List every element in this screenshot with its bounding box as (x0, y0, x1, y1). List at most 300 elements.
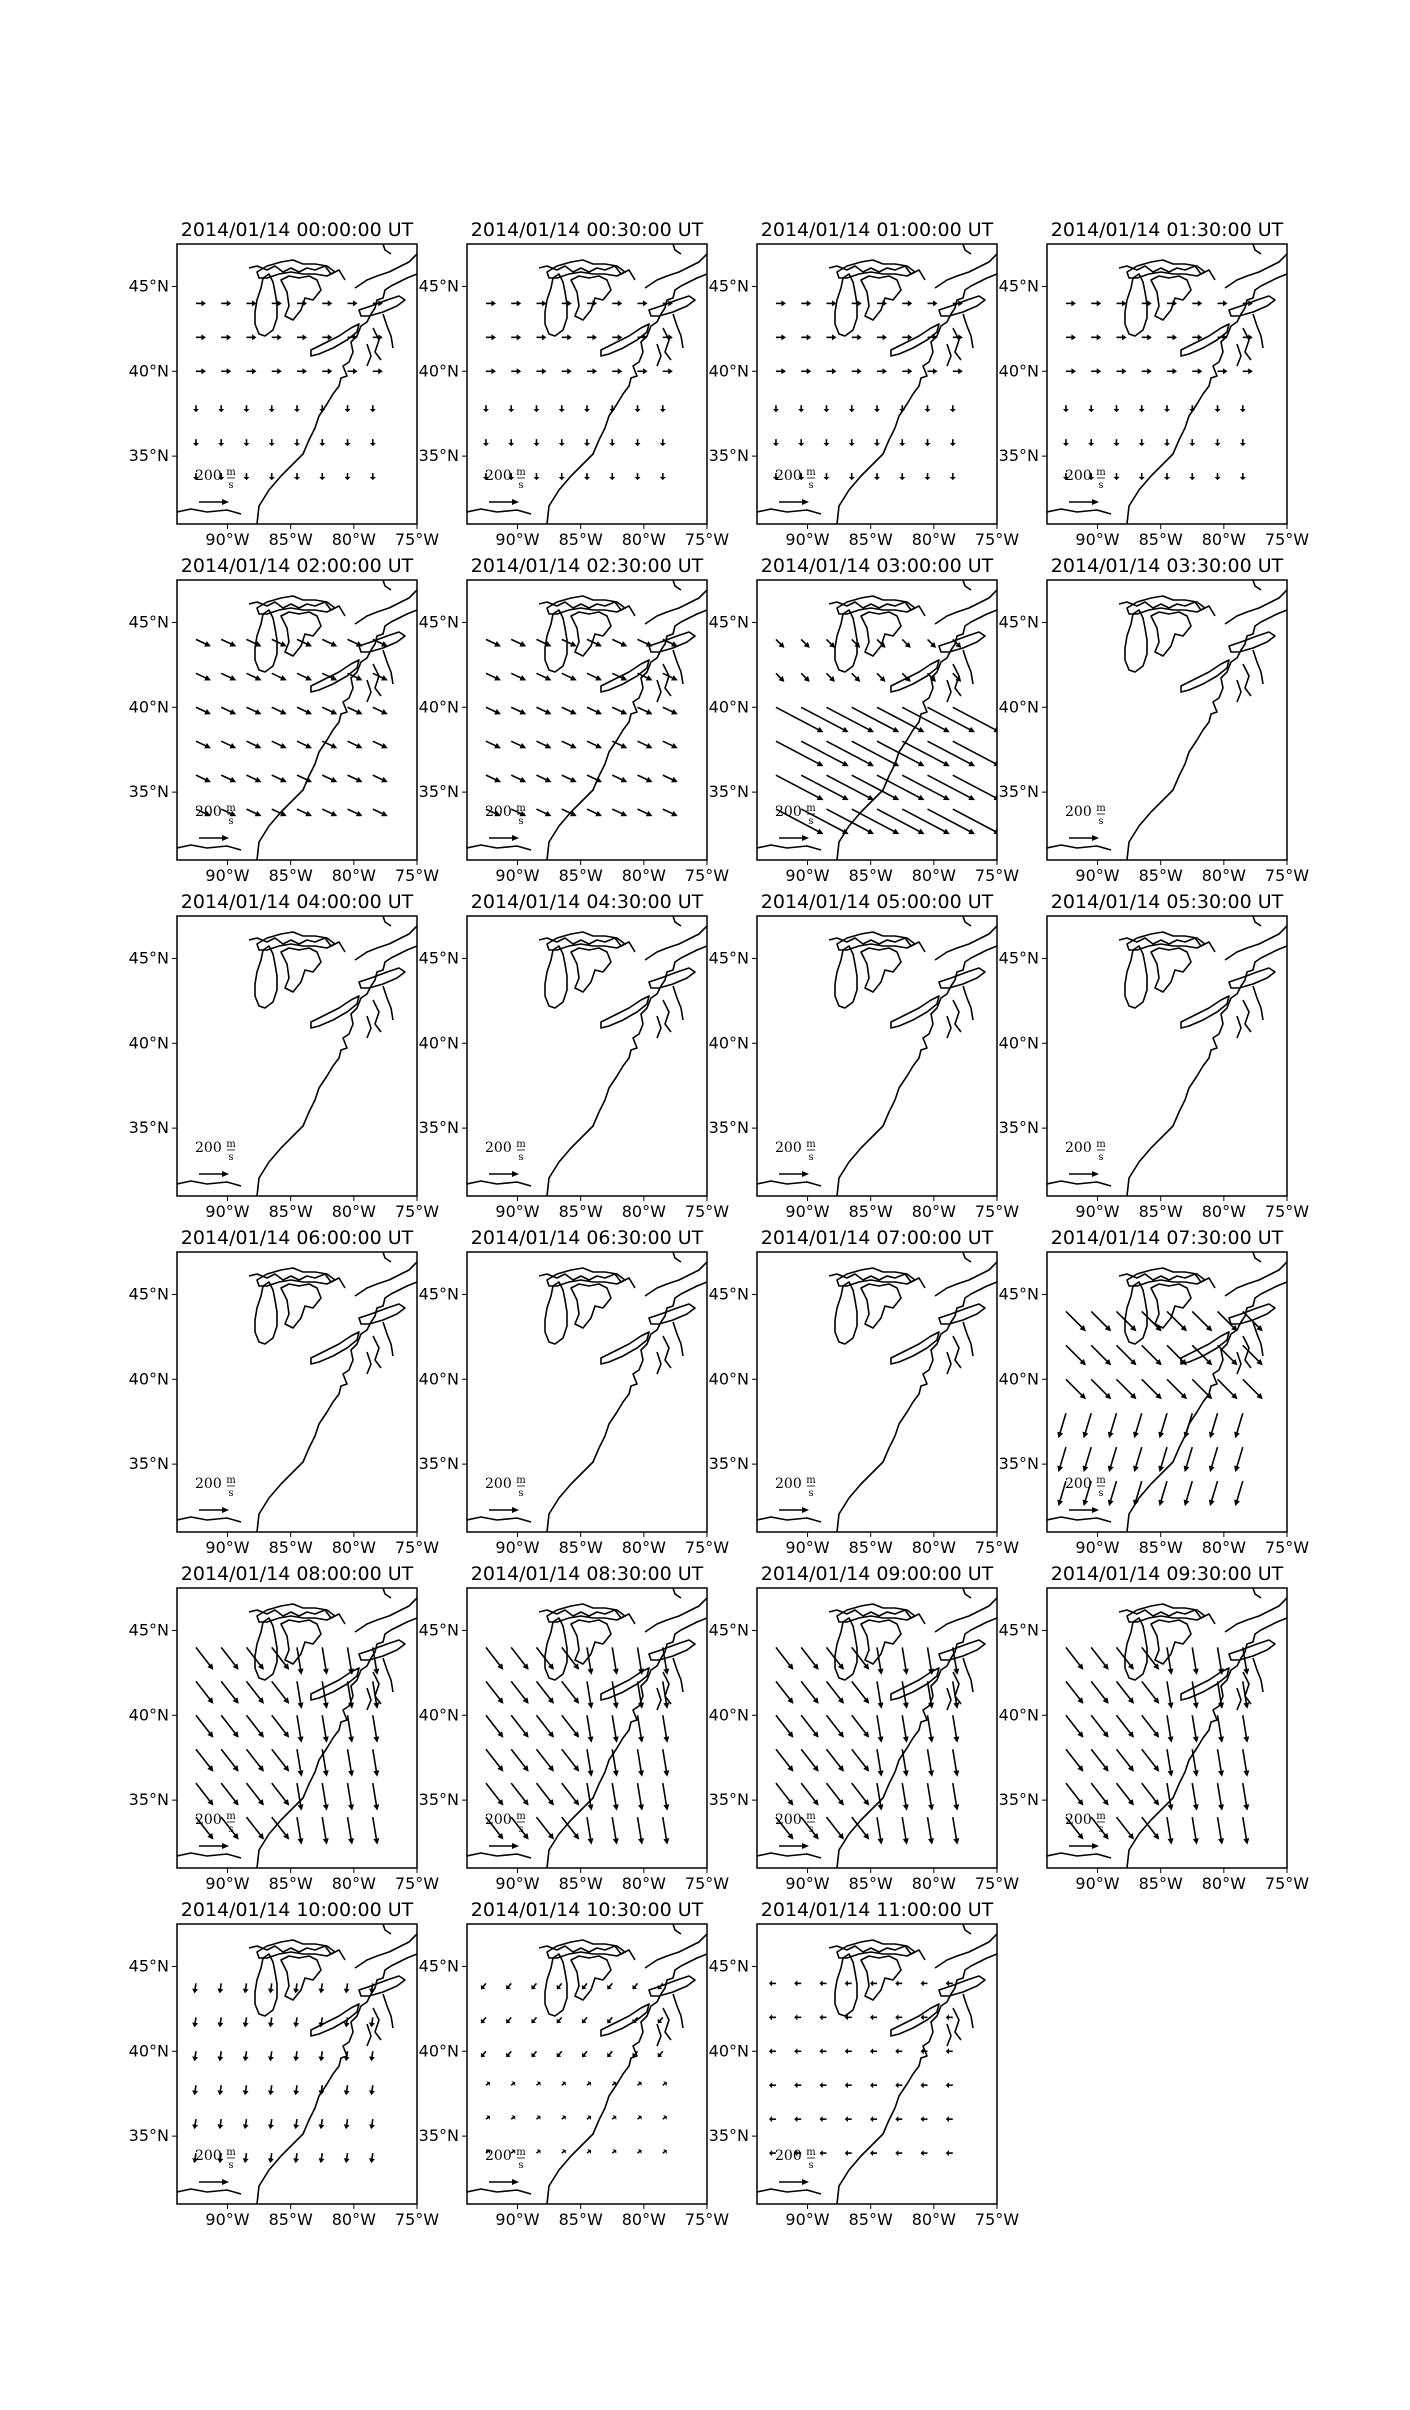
wind-vector (826, 741, 874, 766)
quiver-key-unit-num: m (516, 1811, 526, 1822)
wind-vector (511, 707, 526, 714)
wind-vector (587, 1817, 593, 1845)
wind-vector (587, 334, 597, 340)
wind-vector (895, 2116, 902, 2122)
lake-erie-outline (601, 996, 649, 1028)
wind-vector (953, 1783, 959, 1811)
wind-vector (1158, 1481, 1167, 1506)
lake-erie-outline (311, 996, 359, 1028)
wind-vector (511, 639, 526, 646)
wind-vector (826, 673, 835, 682)
lat-tick-label: 40°N (128, 2041, 169, 2061)
wind-vector (870, 2082, 877, 2088)
wind-vector (344, 1983, 350, 1993)
wind-vector (801, 1647, 819, 1670)
wind-vector (769, 2014, 776, 2020)
quiver-key-value: 200 (485, 804, 512, 820)
chesapeake-bay-outline (947, 1658, 973, 1710)
lat-tick-label: 40°N (418, 2041, 459, 2061)
lat-tick-label: 45°N (708, 1620, 749, 1640)
wind-vector (1116, 1345, 1136, 1365)
wind-vector (536, 707, 551, 714)
quiver-key-unit-num: m (1096, 803, 1106, 814)
wind-vector (1116, 334, 1126, 340)
wind-vector (481, 2017, 486, 2023)
wind-vector (192, 2051, 198, 2061)
wind-vector (612, 1783, 618, 1811)
wind-vector (246, 741, 261, 748)
wind-vector (246, 1715, 264, 1738)
wind-vector (293, 2051, 299, 2061)
lon-tick-label: 80°W (911, 1874, 956, 1893)
wind-vector (344, 2119, 350, 2129)
wind-vector (562, 639, 577, 646)
quiver-key-unit-num: m (806, 1475, 816, 1486)
wind-vector (1243, 1647, 1249, 1675)
wind-vector (638, 2081, 642, 2086)
quiver-key-unit-num: m (226, 1475, 236, 1486)
wind-vector (899, 473, 905, 480)
lat-tick-label: 40°N (418, 697, 459, 717)
wind-vector (559, 405, 565, 412)
wind-vector (348, 1749, 354, 1777)
wind-vector (801, 1715, 819, 1738)
lon-tick-label: 75°W (1264, 1538, 1310, 1557)
wind-vector (297, 639, 312, 646)
wind-vector (1243, 1715, 1249, 1743)
lake-huron-outline (571, 612, 611, 656)
wind-vector (483, 439, 489, 446)
lake-huron-outline (1151, 612, 1191, 656)
lake-michigan-outline (1125, 610, 1147, 672)
wind-vector (582, 2017, 587, 2023)
lon-tick-label: 85°W (1138, 1202, 1183, 1221)
coastline (757, 274, 997, 524)
lake-huron-outline (281, 1620, 321, 1664)
wind-vector (845, 2082, 852, 2088)
wind-vector (193, 405, 199, 412)
wind-vector (584, 405, 590, 412)
wind-vector (946, 2116, 953, 2122)
wind-vector (1167, 1783, 1173, 1811)
wind-vector (928, 639, 937, 648)
wind-vector (1192, 1817, 1198, 1845)
lake-erie-outline (311, 2004, 359, 2036)
lake-huron-outline (1151, 1284, 1191, 1328)
wind-vector (1139, 439, 1145, 446)
wind-vector (319, 473, 325, 480)
lat-tick-label: 35°N (128, 446, 169, 466)
wind-vector (1091, 1379, 1111, 1399)
wind-vector (272, 368, 282, 374)
wind-vector (953, 1647, 959, 1675)
wind-vector (221, 1783, 239, 1806)
northern-border-outline (829, 916, 997, 960)
wind-vector (511, 2115, 515, 2120)
wind-vector (1133, 1481, 1142, 1506)
wind-vector (536, 1817, 554, 1840)
wind-vector (587, 2081, 591, 2086)
wind-vector (486, 368, 496, 374)
wind-vector (877, 1715, 883, 1743)
quiver-key-unit-den: s (1098, 1152, 1104, 1163)
wind-vector (221, 741, 236, 748)
panel-title: 2014/01/14 07:00:00 UT (760, 1227, 994, 1249)
wind-vector (776, 300, 786, 306)
map-panel (129, 891, 440, 1221)
coastline (177, 610, 417, 860)
wind-vector (877, 334, 887, 340)
wind-vector (562, 1715, 580, 1738)
lake-erie-outline (1181, 324, 1229, 356)
lake-huron-outline (281, 1284, 321, 1328)
wind-vector (1243, 1783, 1249, 1811)
wind-vector (272, 1715, 290, 1738)
wind-vector (536, 1715, 554, 1738)
wind-vector (293, 2017, 299, 2027)
wind-vector (370, 473, 376, 480)
wind-vector (852, 1647, 870, 1670)
quiver-key-unit-den: s (1098, 816, 1104, 827)
lat-tick-label: 40°N (418, 1369, 459, 1389)
wind-vector (950, 439, 956, 446)
wind-vector (243, 2085, 249, 2095)
lat-tick-label: 45°N (418, 276, 459, 296)
northern-border-outline (249, 916, 417, 960)
wind-vector (562, 334, 572, 340)
wind-vector (348, 1783, 354, 1811)
quiver-key-unit-den: s (808, 480, 814, 491)
wind-vector (511, 2081, 515, 2086)
wind-vector (1057, 1447, 1066, 1472)
wind-vector (921, 2082, 928, 2088)
wind-vector (612, 2149, 616, 2154)
wind-vector (895, 2150, 902, 2156)
coastline (467, 1954, 707, 2204)
quiver-key-value: 200 (485, 1812, 512, 1828)
wind-vector (663, 334, 673, 340)
lake-huron-outline (281, 276, 321, 320)
lon-tick-label: 80°W (331, 1538, 376, 1557)
lake-huron-outline (571, 276, 611, 320)
wind-vector (1063, 405, 1069, 412)
wind-vector (369, 2017, 375, 2027)
quiver-key-unit-num: m (516, 803, 526, 814)
wind-vector (1091, 1749, 1109, 1772)
wind-vector (638, 1783, 644, 1811)
wind-vector (953, 334, 963, 340)
wind-vector (193, 439, 199, 446)
wind-vector (373, 1647, 379, 1675)
wind-vector (297, 1817, 303, 1845)
wind-vector (536, 741, 551, 748)
quiver-key (195, 803, 236, 841)
lon-tick-label: 85°W (848, 2210, 893, 2229)
lon-tick-label: 90°W (785, 530, 830, 549)
chesapeake-bay-outline (657, 1322, 683, 1374)
panel-title: 2014/01/14 06:30:00 UT (470, 1227, 704, 1249)
lake-erie-outline (601, 1332, 649, 1364)
wind-vector (902, 775, 950, 800)
wind-vector (612, 1647, 618, 1675)
lon-tick-label: 90°W (205, 530, 250, 549)
wind-vector (221, 1749, 239, 1772)
panel-title: 2014/01/14 00:00:00 UT (180, 219, 414, 241)
wind-vector (322, 300, 332, 306)
wind-vector (1113, 473, 1119, 480)
lon-tick-label: 85°W (268, 1202, 313, 1221)
quiver-key-unit-den: s (518, 480, 524, 491)
wind-vector (587, 2149, 591, 2154)
wind-vector (612, 1749, 618, 1777)
lon-tick-label: 85°W (558, 1538, 603, 1557)
lon-tick-label: 85°W (848, 1202, 893, 1221)
lon-tick-label: 75°W (394, 866, 440, 885)
wind-vector (895, 2048, 902, 2054)
wind-vector (638, 368, 648, 374)
wind-vector (506, 1983, 511, 1989)
wind-vector (243, 2119, 249, 2129)
lon-tick-label: 75°W (974, 530, 1020, 549)
wind-vector (1218, 300, 1228, 306)
wind-vector (348, 1647, 354, 1675)
quiver-key-value: 200 (775, 1812, 802, 1828)
wind-vector (269, 405, 275, 412)
wind-vector (794, 2082, 801, 2088)
wind-vector (801, 1749, 819, 1772)
map-panel (129, 219, 440, 549)
wind-vector (638, 639, 653, 646)
wind-vector (533, 473, 539, 480)
wind-vector (1066, 1647, 1084, 1670)
wind-vector (508, 439, 514, 446)
quiver-key-value: 200 (1065, 1812, 1092, 1828)
lon-tick-label: 85°W (268, 1538, 313, 1557)
wind-vector (849, 439, 855, 446)
quiver-key (195, 467, 236, 505)
lon-tick-label: 85°W (848, 1538, 893, 1557)
quiver-key (1065, 803, 1106, 841)
map-panel (709, 1899, 1020, 2229)
lon-tick-label: 75°W (1264, 1874, 1310, 1893)
wind-vector (243, 2017, 249, 2027)
chesapeake-bay-outline (367, 986, 393, 1038)
lake-huron-outline (1151, 1620, 1191, 1664)
wind-vector (877, 741, 925, 766)
wind-vector (819, 2150, 826, 2156)
wind-vector (921, 1980, 928, 1986)
wind-vector (801, 741, 849, 766)
wind-vector (902, 1817, 908, 1845)
wind-vector (928, 368, 938, 374)
lake-erie-outline (891, 660, 939, 692)
wind-vector (559, 473, 565, 480)
lon-tick-label: 80°W (331, 530, 376, 549)
wind-vector (269, 439, 275, 446)
wind-vector (925, 405, 931, 412)
wind-vector (511, 300, 521, 306)
wind-vector (801, 1681, 819, 1704)
lake-huron-outline (571, 1620, 611, 1664)
wind-vector (1234, 1481, 1243, 1506)
wind-vector (1066, 368, 1076, 374)
wind-vector (870, 1980, 877, 1986)
lon-tick-label: 90°W (205, 1874, 250, 1893)
quiver-key (485, 803, 526, 841)
lon-tick-label: 90°W (495, 1202, 540, 1221)
wind-vector (877, 1681, 883, 1709)
lon-tick-label: 90°W (495, 530, 540, 549)
wind-vector (826, 809, 874, 834)
northern-border-outline (539, 1252, 707, 1296)
wind-vector (776, 1749, 794, 1772)
lon-tick-label: 75°W (1264, 1202, 1310, 1221)
wind-vector (928, 1817, 934, 1845)
lat-tick-label: 45°N (998, 276, 1039, 296)
quiver-key (195, 1811, 236, 1849)
wind-vector (348, 639, 363, 646)
wind-vector (769, 2082, 776, 2088)
lat-tick-label: 45°N (998, 1620, 1039, 1640)
chesapeake-bay-outline (367, 1994, 393, 2046)
quiver-key-unit-den: s (1098, 1824, 1104, 1835)
quiver-key-unit-num: m (226, 467, 236, 478)
quiver-key-unit-den: s (518, 1488, 524, 1499)
wind-vector (246, 673, 261, 680)
quiver-key (195, 2147, 236, 2185)
lake-michigan-outline (835, 1954, 857, 2016)
wind-vector (1066, 334, 1076, 340)
lat-tick-label: 40°N (128, 1705, 169, 1725)
quiver-key-unit-den: s (1098, 480, 1104, 491)
chesapeake-bay-outline (367, 1658, 393, 1710)
lon-tick-label: 90°W (785, 1202, 830, 1221)
wind-vector (297, 707, 312, 714)
lon-tick-label: 80°W (621, 1874, 666, 1893)
wind-vector (587, 1681, 593, 1709)
wind-vector (798, 439, 804, 446)
wind-vector (217, 2119, 223, 2129)
wind-vector (221, 1715, 239, 1738)
wind-vector (852, 1681, 870, 1704)
wind-vector (877, 707, 925, 732)
wind-vector (660, 439, 666, 446)
wind-vector (297, 1783, 303, 1811)
lake-erie-outline (891, 1332, 939, 1364)
panel-title: 2014/01/14 02:00:00 UT (180, 555, 414, 577)
wind-vector (769, 1980, 776, 1986)
wind-vector (902, 1749, 908, 1777)
quiver-key-value: 200 (195, 804, 222, 820)
wind-vector (1142, 1749, 1160, 1772)
quiver-key-unit-num: m (1096, 1811, 1106, 1822)
wind-vector (769, 2048, 776, 2054)
lat-tick-label: 35°N (998, 782, 1039, 802)
wind-vector (511, 741, 526, 748)
lon-tick-label: 75°W (394, 1874, 440, 1893)
wind-vector (638, 809, 653, 816)
lake-huron-outline (1151, 276, 1191, 320)
wind-vector (826, 1681, 844, 1704)
wind-vector (921, 2150, 928, 2156)
lon-tick-label: 90°W (1075, 1538, 1120, 1557)
lake-huron-outline (1151, 948, 1191, 992)
wind-vector (196, 368, 206, 374)
wind-vector (819, 2082, 826, 2088)
lon-tick-label: 90°W (1075, 866, 1120, 885)
wind-vector (1066, 300, 1076, 306)
wind-vector (826, 1783, 844, 1806)
coastline (467, 1282, 707, 1532)
wind-vector (587, 809, 602, 816)
lat-tick-label: 45°N (128, 1956, 169, 1976)
map-panel (999, 1227, 1310, 1557)
quiver-key-value: 200 (195, 1812, 222, 1828)
wind-vector (612, 639, 627, 646)
wind-vector (297, 1749, 303, 1777)
wind-vector (801, 639, 810, 648)
lat-tick-label: 45°N (708, 276, 749, 296)
coastline (177, 946, 417, 1196)
wind-vector (348, 1817, 354, 1845)
chesapeake-bay-outline (1237, 1658, 1263, 1710)
lat-tick-label: 45°N (708, 1284, 749, 1304)
panel-title: 2014/01/14 02:30:00 UT (470, 555, 704, 577)
chesapeake-bay-outline (1237, 986, 1263, 1038)
wind-vector (486, 2115, 490, 2120)
wind-vector (794, 2048, 801, 2054)
coastline (757, 1618, 997, 1868)
wind-vector (246, 300, 256, 306)
quiver-key (485, 1139, 526, 1177)
wind-vector (663, 1647, 669, 1675)
quiver-key (1065, 467, 1106, 505)
wind-vector (801, 300, 811, 306)
lon-tick-label: 85°W (268, 1874, 313, 1893)
quiver-key-value: 200 (195, 2148, 222, 2164)
wind-vector (638, 707, 653, 714)
wind-vector (533, 439, 539, 446)
wind-vector (587, 1749, 593, 1777)
wind-vector (272, 1647, 290, 1670)
wind-vector (776, 639, 785, 648)
quiver-key-unit-den: s (228, 480, 234, 491)
lon-tick-label: 90°W (1075, 1874, 1120, 1893)
wind-vector (1167, 1817, 1173, 1845)
northern-border-outline (539, 580, 707, 624)
wind-vector (1088, 439, 1094, 446)
wind-vector (319, 439, 325, 446)
quiver-key-value: 200 (775, 468, 802, 484)
wind-vector (801, 334, 811, 340)
lon-tick-label: 80°W (621, 530, 666, 549)
wind-vector (852, 1749, 870, 1772)
coastline (467, 946, 707, 1196)
wind-vector (272, 707, 287, 714)
wind-vector (776, 1647, 794, 1670)
quiver-key-value: 200 (195, 1140, 222, 1156)
wind-vector (536, 673, 551, 680)
coastline (1047, 946, 1287, 1196)
wind-vector (663, 1783, 669, 1811)
lat-tick-label: 35°N (128, 782, 169, 802)
coastline (467, 1618, 707, 1868)
wind-vector (369, 2051, 375, 2061)
map-panel (129, 1899, 440, 2229)
lon-tick-label: 80°W (621, 866, 666, 885)
wind-vector (373, 809, 388, 816)
wind-vector (373, 1715, 379, 1743)
